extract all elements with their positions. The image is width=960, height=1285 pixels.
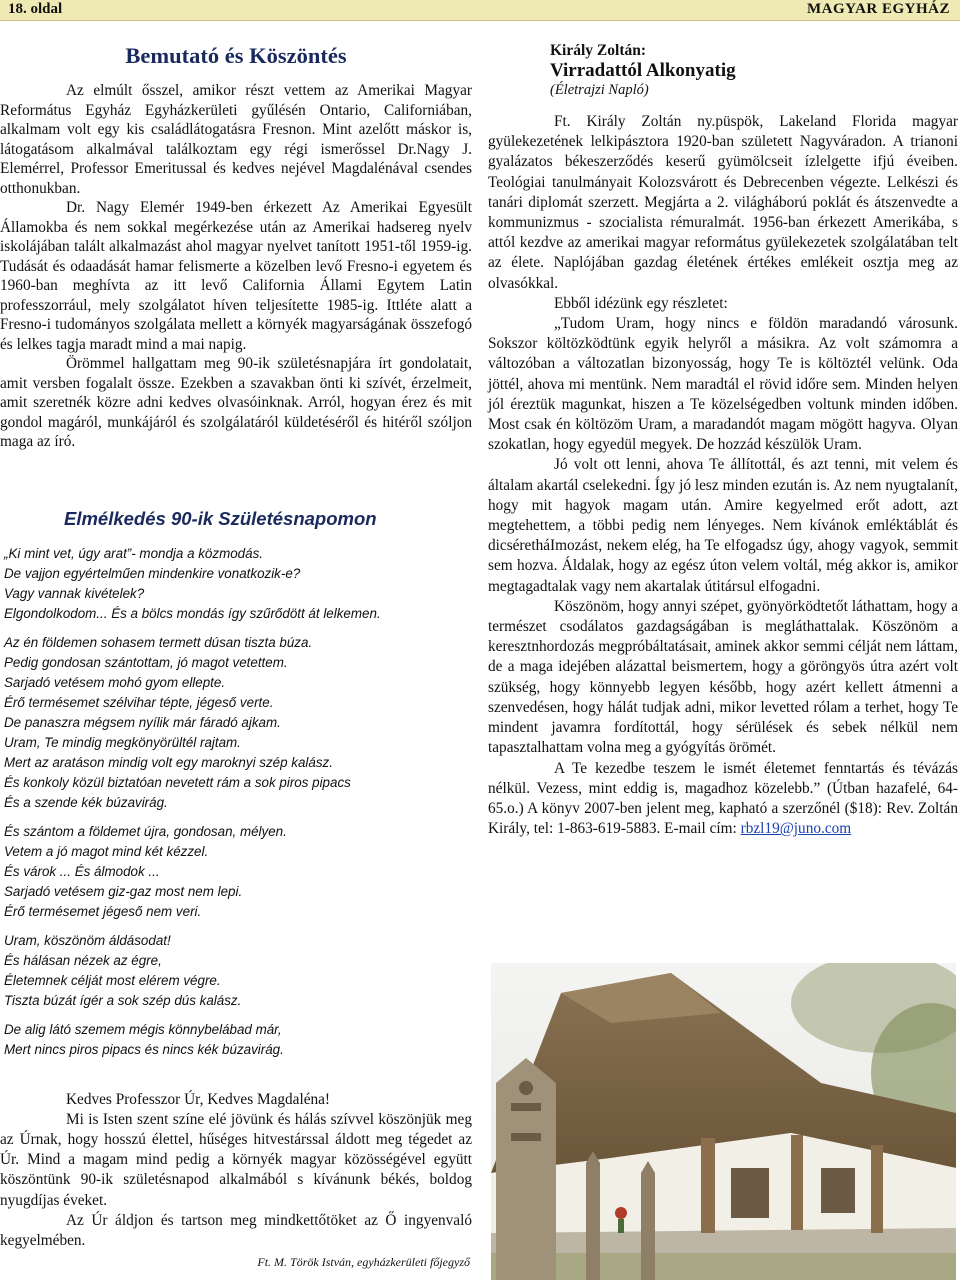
poem-line: Az én földemen sohasem termett dúsan tiszta búza. bbox=[4, 634, 313, 650]
poem-stanza bbox=[4, 544, 472, 624]
poem-stanza bbox=[4, 822, 472, 922]
article-title: Bemutató és Köszöntés bbox=[125, 43, 347, 68]
poem-line: Sarjadó vetésem giz-gaz most nem lepi. bbox=[4, 883, 243, 899]
poem-body bbox=[4, 544, 472, 1060]
poem-line: Vagy vannak kivételek? bbox=[4, 585, 145, 601]
poem-line: Pedig gondosan szántottam, jó magot vetettem. bbox=[4, 654, 288, 670]
poem-line: De alig látó szemem mégis könnybelábad már, bbox=[4, 1021, 282, 1037]
poem-line: Uram, köszönöm áldásodat! bbox=[4, 932, 171, 948]
poem-line: „Ki mint vet, úgy arat”- mondja a közmodás. bbox=[4, 545, 263, 561]
poem-line: Életemnek célját most elérem végre. bbox=[4, 972, 221, 988]
poem-title: Elmélkedés 90-ik Születésnapomon bbox=[64, 507, 377, 529]
book-paragraph: Ebből idézünk egy részletet: bbox=[554, 294, 728, 312]
poem-line: De vajjon egyértelműen mindenkire vonatkozik-e? bbox=[4, 565, 301, 581]
book-quote: Jó volt ott lenni, ahova Te állítottál, és azt tenni, mit velem és általam akartál cselekedni. Így jó lesz minden ezután is. Az nem nyugtalanít, hogy mit hagyok magam után. Amire kegyelmed erőt adott, azt megtehettem, a többi pedig nem lényeges. Nem kívánok emléktáblát és dicséretháImozást, nekem elég, ha Te elfogadsz úgy, ahogy vagyok, semmit sem hozva. Áldalak, hogy az egész úton velem voltál, még akkor is, amikor megtagadtalak vagy nem akartalak útitársul elfogadni. bbox=[488, 456, 958, 595]
page-header bbox=[0, 0, 960, 21]
book-closing bbox=[488, 759, 958, 840]
book-subtitle: (Életrajzi Napló) bbox=[550, 82, 649, 98]
letter bbox=[0, 1090, 472, 1271]
poem-line: Mert az aratáson mindig volt egy maroknyi szép kalász. bbox=[4, 754, 333, 770]
poem-line: És várok ... És álmodok ... bbox=[4, 863, 160, 879]
poem-line: Elgondolkodom... És a bölcs mondás így szűrődött át lelkemen. bbox=[4, 605, 381, 621]
poem-line: Uram, Te mindig megkönyörültél rajtam. bbox=[4, 734, 241, 750]
article-paragraph: Dr. Nagy Elemér 1949-ben érkezett Az Amerikai Egyesült Államokba és nem sokkal megérkezése után az Amerikai hadsereg nyelv iskolájában talált alkalmazást ahol magyar nyelvet tanított 1951-től 1959-ig. Tudását és odaadását hamar felismerte a közelben levő Fresno-i egyetem és 1960-ban meghívta az itt levő California Állami Egytem Latin professzorrául, mely szolgálatot híven teljesítette 1985-ig. Ittléte alatt a Fresno-i tudományos szolgálata mellett a környék magyarságának összefogó és lelkes tagja maradt mind a mai napig. bbox=[0, 199, 472, 353]
poem-line: És szántom a földemet újra, gondosan, mélyen. bbox=[4, 823, 287, 839]
letter-greeting: Kedves Professzor Úr, Kedves Magdaléna! bbox=[66, 1090, 331, 1108]
poem-stanza bbox=[4, 931, 472, 1011]
book-author: Király Zoltán: bbox=[550, 42, 647, 59]
book-quote: „Tudom Uram, hogy nincs e földön maradandó városunk. Sokszor költözködtünk egyik helyről a másikra. Az volt számomra a változóban a változatlan bizonyosság, hogy Te is költöztél velünk. Oda jöttél, ahova mi mentünk. Nem maradtál el rövid időre sem. Minden helyen jól éreztük magunkat, hiszen a Te közelségedben voltunk minden időben. Most csak én költözöm Uram, a maradandót magam mögött hagyva. Olyan szokatlan, hogy egyedül megyek. De hozzád készülök Uram. bbox=[488, 315, 958, 454]
poem-line: És konkoly közül biztatóan nevetett rám a sok piros pipacs bbox=[4, 774, 351, 790]
article-paragraph: Az elmúlt ősszel, amikor részt vettem az Amerikai Magyar Református Egyház Egyházkerületi gyűlésén Ontario, Californiában, alkalmam volt egy kis családlátogatásra Fresnon. Mint azelőtt máskor is, látogatásom alkalmával találkoztam egy régi ismerőssel Dr.Nagy J. Elemérrel, Professor Emeritussal és kedves nejével Magdalénával csendes otthonukban. bbox=[0, 82, 472, 197]
poem-line: Érő termésemet szélvihar tépte, jégeső verte. bbox=[4, 694, 274, 710]
letter-paragraph: Mi is Isten szent színe elé jövünk és hálás szívvel köszönjük meg az Úrnak, hogy hosszú élettel, hűséges hitvestárssal áldott meg tégedet az Úr. Mind a magam mind pedig a környék magyar közösségével együtt köszöntünk 90-ik születésnapod alkalmából s kívánunk békés, boldog nyugdíjas éveket. bbox=[0, 1110, 472, 1209]
right-column bbox=[488, 40, 958, 839]
poem-line: És hálásan nézek az égre, bbox=[4, 952, 162, 968]
magazine-name: MAGYAR EGYHÁZ bbox=[806, 1, 950, 17]
page-number: 18. oldal bbox=[8, 1, 63, 17]
photo-illustration bbox=[491, 963, 956, 1280]
poem-line: Érő termésemet jégeső nem veri. bbox=[4, 903, 202, 919]
left-column bbox=[0, 40, 472, 1270]
poem-line: Vetem a jó magot mind két kézzel. bbox=[4, 843, 209, 859]
poem-line: Sarjadó vetésem mohó gyom ellepte. bbox=[4, 674, 226, 690]
email-link[interactable]: rbzl19@juno.com bbox=[740, 820, 852, 838]
poem-line: És a szende kék búzavirág. bbox=[4, 794, 168, 810]
letter-signature: Ft. M. Török István, egyházkerületi főjegyző bbox=[257, 1255, 470, 1270]
thatched-house-photo bbox=[491, 963, 956, 1280]
book-title: Virradattól Alkonyatig bbox=[550, 60, 736, 81]
poem-line: De panaszra mégsem nyílik már fáradó ajkam. bbox=[4, 714, 281, 730]
poem-stanza bbox=[4, 1020, 472, 1060]
book-quote: Köszönöm, hogy annyi szépet, gyönyörködtetőt láthattam, hogy a természet csodálatos gazdagságában is megláthattalak. Köszönöm a keresztnhordozás megpróbáltatásait, aminek akkor semmi célját nem láttam, de a maga idejében alázattal beismertem, hogy a göröngyös útra azért volt szükség, hogy könnyebb legyen később, hogy azért kellett átmenni a szenvedésen, hogy hálát tudjak adni, mikor levetted rólam a terhet, hogy Te mindent javamra fordítottál, hogy sérülések és sebek nélkül nem tapasztalhattam volna meg a gyógyítás örömét. bbox=[488, 597, 958, 757]
article-paragraph: Örömmel hallgattam meg 90-ik születésnapjára írt gondolatait, amit versben fogalalt össze. Ezekben a szavakban önti ki szívét, érzelmeit, amit szeretnék közre adni kedves olvasóinknak. Arról, hogyan érez és mit gondol magáról, munkájáról és szolgálatáról küldetéséről és hitéről szóljon maga az író. bbox=[0, 355, 472, 450]
poem-line: Tiszta búzát ígér a sok szép dús kalász. bbox=[4, 992, 242, 1008]
book-closing-text: A Te kezedbe teszem le ismét életemet fenntartás és tévázás nélkül. Vezess, mint eddig is, magadhoz közelebb.” (Útban hazafelé, 64-65.o.) A könyv 2007-ben jelent meg, kapható a szerzőnél ($18): Rev. Zoltán Király, tel: 1-863-619-5883. E-mail cím: bbox=[488, 759, 958, 838]
poem-stanza bbox=[4, 633, 472, 813]
poem-line: Mert nincs piros pipacs és nincs kék búzavirág. bbox=[4, 1041, 284, 1057]
letter-paragraph: Az Úr áldjon és tartson meg mindkettőtöket az Ő ingyenvaló kegyelmében. bbox=[0, 1211, 472, 1249]
book-paragraph: Ft. Király Zoltán ny.püspök, Lakeland Florida magyar gyülekezetének lelkipásztora 1920-ban született Nagyváradon. A trianoni gyalázatos békeszerződés keserű gyümölcseit ízlelgette ifjú éveiben. Teológiai tanulmányait Kolozsvárott és Debrecenben végezte. Lelkészi és tanári diplomát szerzett. Megjárta a 2. világháború poklát és átszenvedte a kommunizmus - szocialista rémuralmát. 1956-ban érkezett Amerikába, s attól kezdve az amerikai magyar református gyülekezetek szolgálatában telt az élete. Naplójában gazdag életének értékes emlékeit osztja meg az olvasókkal. bbox=[488, 113, 958, 292]
